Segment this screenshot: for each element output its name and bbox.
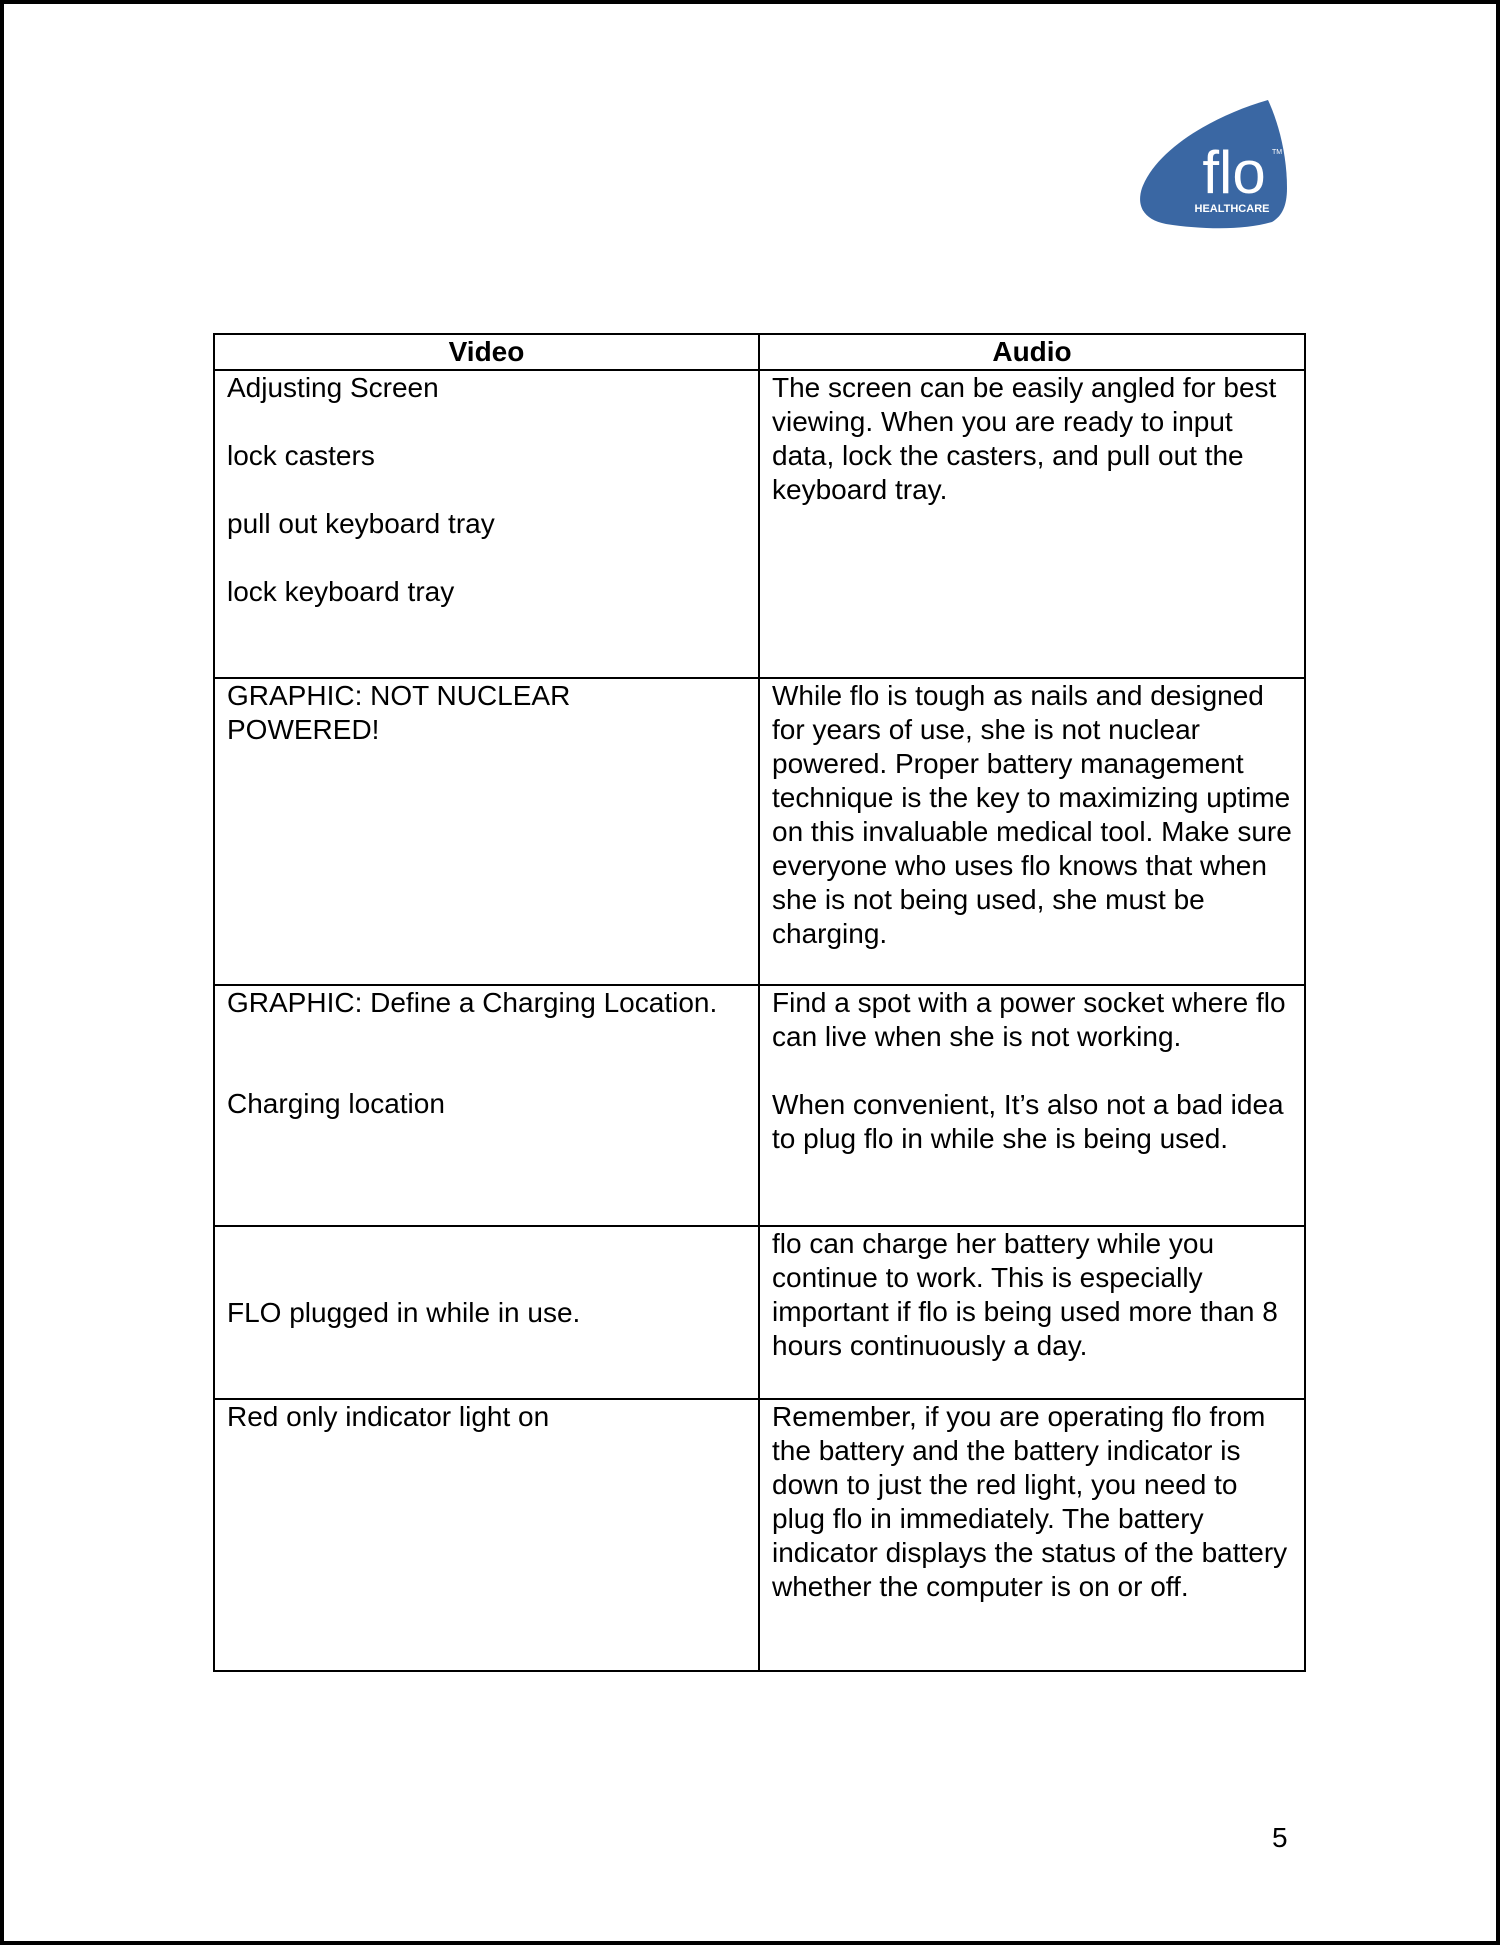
- video-line: Red only indicator light on: [227, 1401, 550, 1432]
- page-number: 5: [1272, 1822, 1288, 1853]
- table-row: [214, 678, 1305, 985]
- audio-cell: [759, 985, 1305, 1226]
- video-cell: [214, 370, 759, 678]
- audio-line: Find a spot with a power socket where flo can live when she is not working.: [772, 987, 1286, 1052]
- table-row: [214, 370, 1305, 678]
- video-cell: [214, 1399, 759, 1671]
- table-header-row: [214, 334, 1305, 370]
- audio-line: While flo is tough as nails and designed for years of use, she is not nuclear powered. Proper battery management technique is the key to maximizing uptime on this invaluable medical tool. Make sure everyone who uses flo knows that when she is not being used, she must be charging.: [772, 680, 1292, 949]
- video-line: GRAPHIC: NOT NUCLEAR POWERED!: [227, 680, 571, 745]
- audio-cell: [759, 1226, 1305, 1399]
- table-row: [214, 985, 1305, 1226]
- video-line: FLO plugged in while in use.: [227, 1296, 581, 1328]
- table-row: [214, 1399, 1305, 1671]
- svg-text:TM: TM: [1272, 149, 1283, 156]
- table-row: [214, 1226, 1305, 1399]
- video-line: lock casters: [227, 440, 375, 471]
- video-line: lock keyboard tray: [227, 576, 455, 607]
- video-line: pull out keyboard tray: [227, 508, 495, 539]
- audio-line: When convenient, It’s also not a bad idea to plug flo in while she is being used.: [772, 1089, 1284, 1154]
- video-audio-script-table: [213, 333, 1306, 1672]
- video-cell: [214, 985, 759, 1226]
- audio-line: The screen can be easily angled for best viewing. When you are ready to input data, lock the casters, and pull out the keyboard tray.: [772, 372, 1277, 505]
- audio-cell: [759, 678, 1305, 985]
- audio-cell: [759, 370, 1305, 678]
- audio-cell: [759, 1399, 1305, 1671]
- video-column-header: Video: [214, 334, 759, 370]
- video-line: Adjusting Screen: [227, 372, 439, 403]
- svg-text:HEALTHCARE: HEALTHCARE: [1194, 203, 1270, 215]
- video-cell: [214, 678, 759, 985]
- video-line: GRAPHIC: Define a Charging Location.: [227, 987, 718, 1018]
- audio-column-header: Audio: [759, 334, 1305, 370]
- svg-text:flo: flo: [1202, 139, 1266, 206]
- video-cell: [214, 1226, 759, 1399]
- flo-healthcare-logo: [1134, 96, 1294, 232]
- video-line: Charging location: [227, 1088, 445, 1119]
- audio-line: flo can charge her battery while you continue to work. This is especially important if flo is being used more than 8 hours continuously a day.: [772, 1228, 1278, 1361]
- audio-line: Remember, if you are operating flo from the battery and the battery indicator is down to just the red light, you need to plug flo in immediately. The battery indicator displays the status of the battery whether the computer is on or off.: [772, 1401, 1288, 1602]
